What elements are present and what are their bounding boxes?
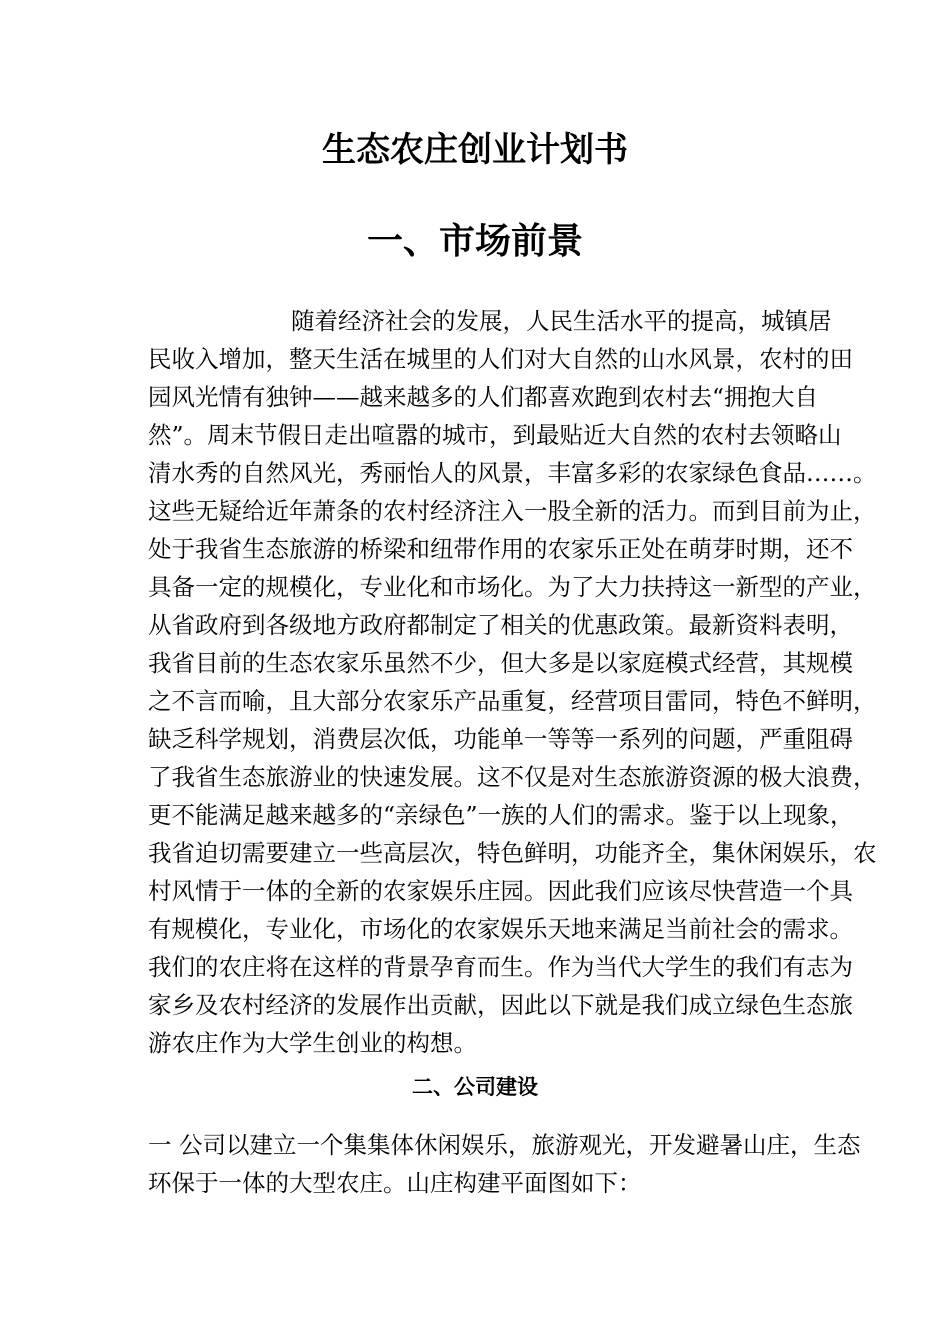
paragraph-line: 有规模化，专业化，市场化的农家娱乐天地来满足当前社会的需求。 <box>148 915 853 943</box>
paragraph-line: 处于我省生态旅游的桥梁和纽带作用的农家乐正处在萌芽时期，还不 <box>148 535 853 563</box>
paragraph-line: 民收入增加，整天生活在城里的人们对大自然的山水风景，农村的田 <box>148 345 853 373</box>
paragraph-line: 家乡及农村经济的发展作出贡献，因此以下就是我们成立绿色生态旅 <box>148 991 853 1019</box>
paragraph-line: 一 公司以建立一个集集体休闲娱乐，旅游观光，开发避暑山庄，生态 <box>148 1131 861 1159</box>
section-heading-company-construction: 二、公司建设 <box>412 1075 538 1099</box>
paragraph-line: 然”。周末节假日走出喧嚣的城市，到最贴近大自然的农村去领略山 <box>148 421 842 449</box>
paragraph-line: 之不言而喻，且大部分农家乐产品重复，经营项目雷同，特色不鲜明， <box>148 687 877 715</box>
paragraph-line: 更不能满足越来越多的“亲绿色”一族的人们的需求。鉴于以上现象， <box>148 801 854 829</box>
paragraph-line: 我们的农庄将在这样的背景孕育而生。作为当代大学生的我们有志为 <box>148 953 853 981</box>
paragraph-line: 从省政府到各级地方政府都制定了相关的优惠政策。最新资料表明， <box>148 611 853 639</box>
paragraph-line: 环保于一体的大型农庄。山庄构建平面图如下： <box>148 1169 642 1197</box>
market-outlook-paragraph <box>148 302 877 1062</box>
document-title: 生态农庄创业计划书 <box>322 130 628 170</box>
paragraph-line: 游农庄作为大学生创业的构想。 <box>148 1029 477 1057</box>
company-construction-paragraph <box>148 1126 861 1202</box>
paragraph-line: 缺乏科学规划，消费层次低，功能单一等等一系列的问题，严重阻碍 <box>148 725 853 753</box>
paragraph-line: 了我省生态旅游业的快速发展。这不仅是对生态旅游资源的极大浪费， <box>148 763 877 791</box>
paragraph-line: 清水秀的自然风光，秀丽怡人的风景，丰富多彩的农家绿色食品……。 <box>148 459 877 487</box>
paragraph-line: 园风光情有独钟——越来越多的人们都喜欢跑到农村去“拥抱大自 <box>148 383 819 411</box>
paragraph-line: 村风情于一体的全新的农家娱乐庄园。因此我们应该尽快营造一个具 <box>148 877 853 905</box>
paragraph-line: 我省目前的生态农家乐虽然不少，但大多是以家庭模式经营，其规模 <box>148 649 853 677</box>
paragraph-line: 随着经济社会的发展，人民生活水平的提高，城镇居 <box>291 307 832 335</box>
paragraph-line: 我省迫切需要建立一些高层次，特色鲜明，功能齐全，集休闲娱乐，农 <box>148 839 877 867</box>
paragraph-line: 具备一定的规模化，专业化和市场化。为了大力扶持这一新型的产业， <box>148 573 877 601</box>
section-heading-market-outlook: 一、市场前景 <box>366 221 583 262</box>
paragraph-line: 这些无疑给近年萧条的农村经济注入一股全新的活力。而到目前为止， <box>148 497 877 525</box>
